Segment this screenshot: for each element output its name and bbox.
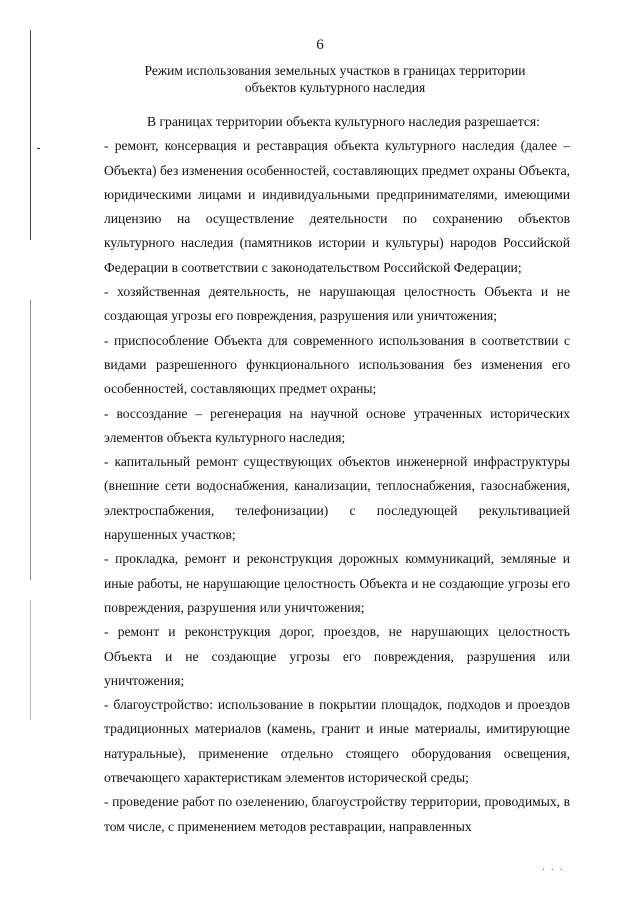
list-item: - проведение работ по озеленению, благоустройству территории, проводимых, в том числе, с применением методов реставрации, направленных <box>104 794 570 834</box>
scan-border-line <box>30 600 31 720</box>
section-heading <box>100 62 570 96</box>
list-item: - благоустройство: использование в покрытии площадок, подходов и проездов традиционных материалов (камень, гранит и иные материалы, имитирующие натуральные), применение отдельно стоящего оборудования освещения, отвечающего характеристикам элементов исторической среды; <box>104 697 570 786</box>
intro-paragraph: В границах территории объекта культурного наследия разрешается: <box>147 114 540 129</box>
scan-border-line <box>30 300 31 580</box>
list-item: - капитальный ремонт существующих объектов инженерной инфраструктуры (внешние сети водоснабжения, канализации, теплоснабжения, газоснабжения, электроспабжения, телефонизации) с последующей рекультивацией нарушенных участков; <box>104 454 570 543</box>
list-item: - ремонт, консервация и реставрация объекта культурного наследия (далее – Объекта) без изменения особенностей, составляющих предмет охраны Объекта, юридическими лицами и индивидуальными предпринимателями, имеющими лицензию на осуществление деятельности по сохранению объектов культурного наследия (памятников истории и культуры) народов Российской Федерации в соответствии с законодательством Российской Федерации; <box>104 138 570 275</box>
list-item: - прокладка, ремонт и реконструкция дорожных коммуникаций, земляные и иные работы, не нарушающие целостность Объекта и не создающие угрозы его повреждения, разрушения или уничтожения; <box>104 551 570 615</box>
scan-mark <box>37 148 40 149</box>
page-number: 6 <box>316 37 324 53</box>
scan-dots: . . . <box>542 862 565 873</box>
body-text <box>104 110 570 839</box>
heading-line: объектов культурного наследия <box>244 80 426 95</box>
heading-line: Режим использования земельных участков в границах территории <box>144 63 526 78</box>
list-item: - ремонт и реконструкция дорог, проездов, не нарушающих целостность Объекта и не создающие угрозы его повреждения, разрушения или уничтожения; <box>104 624 570 688</box>
list-item: - хозяйственная деятельность, не нарушающая целостность Объекта и не создающая угрозы его повреждения, разрушения или уничтожения; <box>104 284 570 324</box>
list-item: - приспособление Объекта для современного использования в соответствии с видами разрешенного функционального использования без изменения его особенностей, составляющих предмет охраны; <box>104 332 570 397</box>
scan-border-line <box>30 30 31 240</box>
list-item: - воссоздание – регенерация на научной основе утраченных исторических элементов объекта культурного наследия; <box>104 405 570 445</box>
